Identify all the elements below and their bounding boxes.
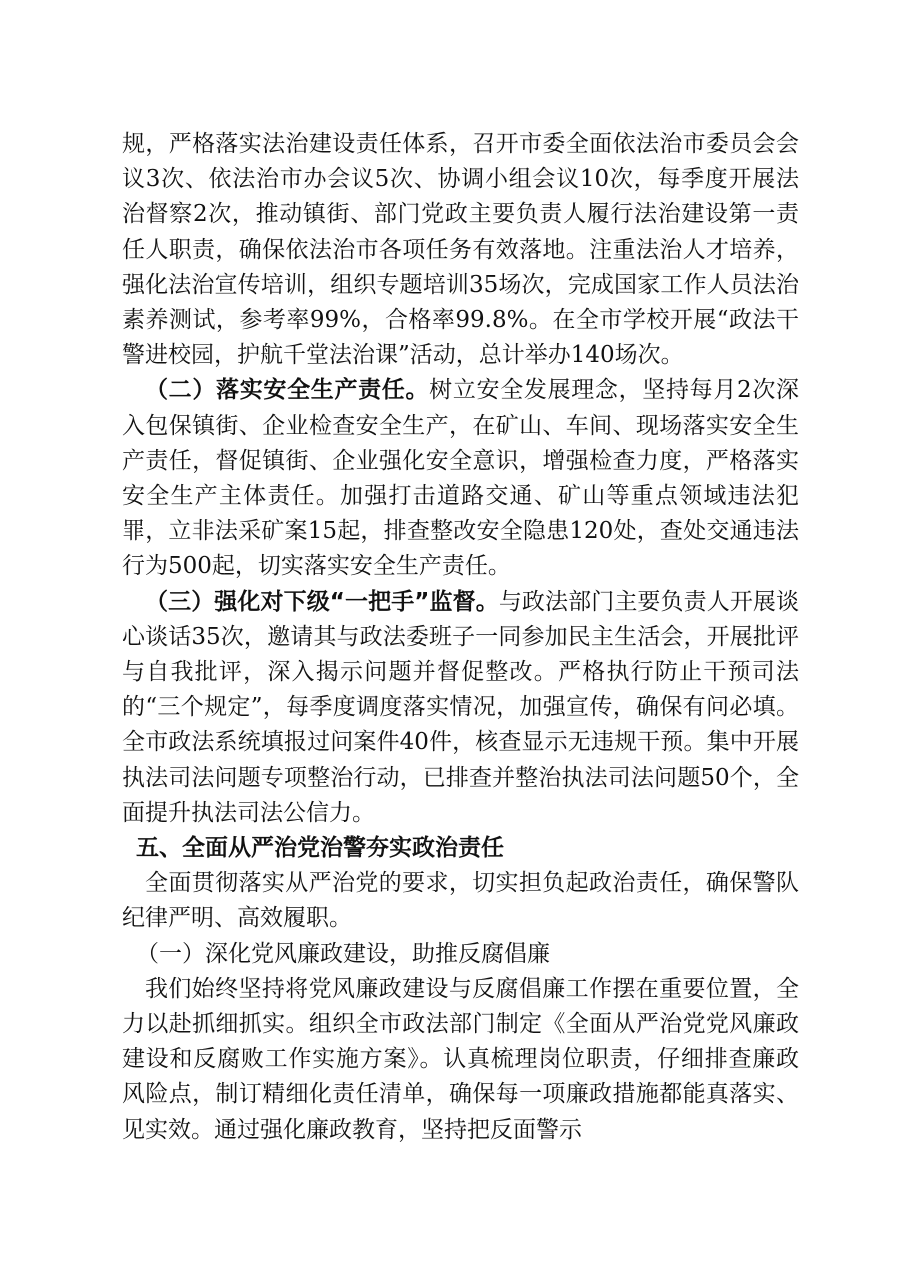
section-body-safety: 树立安全发展理念，坚持每月2次深入包保镇街、企业检查安全生产，在矿山、车间、现场落实安全生产责任，督促镇街、企业强化安全意识，增强检查力度，严格落实安全生产主体责任。加强打击道路交通、矿山等重点领域违法犯罪，立非法采矿案15起，排查整改安全隐患120处，查处交通违法行为500起，切实落实安全生产责任。 <box>122 377 800 580</box>
section-heading-five: 五、全面从严治党治警夯实政治责任 <box>136 835 504 862</box>
paragraph-strict-governance: 全面贯彻落实从严治党的要求，切实担负起政治责任，确保警队纪律严明、高效履职。 <box>122 870 799 932</box>
section-body-supervision: 与政法部门主要负责人开展谈心谈话35次，邀请其与政法委班子一同参加民主生活会，开展批评与自我批评，深入揭示问题并督促整改。严格执行防止干预司法的“三个规定”，每季度调度落实情况，加强宣传，确保有问必填。全市政法系统填报过问案件40件，核查显示无违规干预。集中开展执法司法问题专项整治行动，已排查并整治执法司法问题50个，全面提升执法司法公信力。 <box>122 588 800 826</box>
paragraph-rule-of-law: 规，严格落实法治建设责任体系，召开市委全面依法治市委员会会议3次、依法治市办会议5次、协调小组会议10次，每季度开展法治督察2次，推动镇街、部门党政主要负责人履行法治建设第一责任人职责，确保依法治市各项任务有效落地。注重法治人才培养，强化法治宣传培训，组织专题培训35场次，完成国家工作人员法治素养测试，参考率99%，合格率99.8%。在全市学校开展“政法干警进校园，护航千堂法治课”活动，总计举办140场次。 <box>122 131 799 369</box>
paragraph-leader-supervision <box>122 585 799 831</box>
section-lead-safety: （二）落实安全生产责任。 <box>145 377 430 404</box>
subsection-heading-integrity: （一）深化党风廉政建设，助推反腐倡廉 <box>136 940 550 967</box>
paragraph-safety-responsibility <box>122 373 799 584</box>
paragraph-integrity-building: 我们始终坚持将党风廉政建设与反腐倡廉工作摆在重要位置，全力以赴抓细抓实。组织全市政法部门制定《全面从严治党党风廉政建设和反腐败工作实施方案》。认真梳理岗位职责，仔细排查廉政风险点，制订精细化责任清单，确保每一项廉政措施都能真落实、见实效。通过强化廉政教育，坚持把反面警示 <box>122 975 799 1143</box>
document-page <box>122 127 799 1148</box>
section-lead-supervision: （三）强化对下级“一把手”监督。 <box>145 588 499 615</box>
